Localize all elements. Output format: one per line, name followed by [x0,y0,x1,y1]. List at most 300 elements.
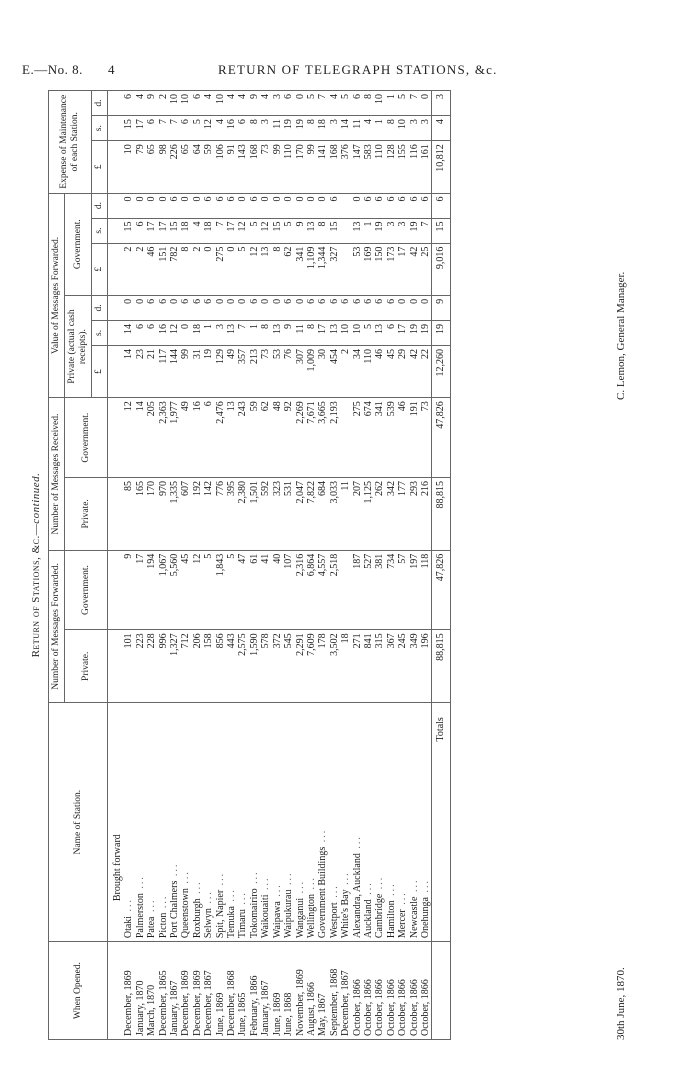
value-government-pence: 6 [169,193,180,218]
received-government-cell: 2,363 [158,398,169,478]
header-pence: d. [92,91,108,116]
value-private-pounds: 357 [237,345,248,397]
expense-shillings: 6 [180,116,191,141]
expense-pounds: 141 [317,141,328,193]
value-government-shillings: 4 [192,218,203,243]
expense-pence: 6 [352,91,363,116]
opened-cell: May, 1867 [317,942,328,1040]
received-private-cell: 85 [123,477,134,550]
received-private-cell: 1,501 [249,477,260,550]
forwarded-private-cell: 367 [386,630,397,703]
value-private-shillings: 3 [215,320,226,345]
leader-dots: ... [419,879,431,898]
value-private-shillings: 5 [363,320,374,345]
forwarded-government-cell: 45 [180,550,191,630]
received-government-cell: 2,269 [295,398,306,478]
forwarded-private-cell: 3,502 [329,630,340,703]
opened-cell: October, 1866 [420,942,432,1040]
caption-continued: continued. [30,472,42,524]
station-cell: Cambridge ... [374,703,385,942]
table-row [409,91,420,1040]
value-private-pounds: 42 [409,345,420,397]
opened-cell: December, 1869 [180,942,191,1040]
value-government-pounds: 25 [420,243,432,295]
station-cell: Otaki ... [123,703,134,942]
opened-cell: August, 1866 [306,942,317,1040]
value-private-pounds: 14 [123,345,134,397]
station-cell: Hamilton ... [386,703,397,942]
expense-pounds: 73 [260,141,271,193]
value-government-pounds: 2 [123,243,134,295]
expense-shillings: 4 [363,116,374,141]
station-cell: Newcastle ... [409,703,420,942]
value-private-shillings: 1 [203,320,214,345]
expense-pence: 0 [295,91,306,116]
footer-date: 30th June, 1870. [615,967,627,1040]
totals-label: Totals [432,703,450,942]
opened-cell: February, 1866 [249,942,260,1040]
received-private-cell: 1,125 [363,477,374,550]
value-government-pounds: 42 [409,243,420,295]
expense-pounds: 65 [146,141,157,193]
value-private-pence: 6 [317,295,328,320]
expense-pounds: 91 [226,141,237,193]
value-government-pence: 0 [123,193,134,218]
value-private-pounds: 129 [215,345,226,397]
value-government-shillings: 7 [215,218,226,243]
value-government-pounds: 8 [180,243,191,295]
opened-cell: January, 1867 [169,942,180,1040]
leader-dots: ... [340,871,352,890]
forwarded-government-cell: 1,843 [215,550,226,630]
leader-dots: ... [214,871,226,890]
document-reference: E.—No. 8. [22,62,83,77]
value-government-pence: 6 [386,193,397,218]
received-government-cell: 12 [123,398,134,478]
expense-pounds: 170 [295,141,306,193]
value-government-pence: 6 [249,193,260,218]
value-government-shillings: 19 [409,218,420,243]
forwarded-government-cell: 381 [374,550,385,630]
table-row [146,91,157,1040]
expense-pence: 8 [363,91,374,116]
value-private-shillings: 10 [352,320,363,345]
value-government-pence: 0 [237,193,248,218]
forwarded-private-cell: 372 [272,630,283,703]
opened-cell: December, 1865 [158,942,169,1040]
forwarded-private-cell: 578 [260,630,271,703]
leader-dots: ... [397,891,409,910]
forwarded-government-cell: 197 [409,550,420,630]
value-private-shillings: 13 [272,320,283,345]
received-private-cell: 11 [340,477,351,550]
received-government-cell: 6 [203,398,214,478]
value-government-pence: 0 [260,193,271,218]
brought-forward-row [108,91,124,1040]
value-private-pence: 6 [192,295,203,320]
expense-shillings: 3 [260,116,271,141]
value-private-pence: 6 [180,295,191,320]
caption-main: Return of Stations, &c.— [30,523,42,658]
header-forwarded-private: Private. [65,630,108,703]
station-cell: Alexandra, Auckland ... [352,703,363,942]
forwarded-government-cell: 61 [249,550,260,630]
opened-cell: December, 1869 [123,942,134,1040]
total-expense-pounds: 10,812 [432,141,450,193]
table-row [237,91,248,1040]
expense-pounds: 116 [409,141,420,193]
received-private-cell: 531 [283,477,294,550]
forwarded-government-cell: 41 [260,550,271,630]
value-government-pounds: 12 [249,243,260,295]
forwarded-government-cell: 187 [352,550,363,630]
leader-dots: ... [362,881,374,900]
station-cell: Temuka ... [226,703,237,942]
header-pounds: £ [92,141,108,193]
received-government-cell: 674 [363,398,374,478]
received-government-cell: 73 [420,398,432,478]
station-cell: Mercer ... [397,703,408,942]
received-government-cell: 2,193 [329,398,340,478]
value-government-pounds: 341 [295,243,306,295]
leader-dots: ... [169,862,181,881]
received-government-cell: 205 [146,398,157,478]
value-private-shillings: 6 [146,320,157,345]
value-government-pounds: 0 [203,243,214,295]
forwarded-government-cell: 734 [386,550,397,630]
received-government-cell: 243 [237,398,248,478]
value-government-shillings: 18 [180,218,191,243]
value-government-pence: 0 [180,193,191,218]
forwarded-private-cell: 18 [340,630,351,703]
table-row [203,91,214,1040]
table-row [169,91,180,1040]
leader-dots: ... [271,883,283,902]
value-private-pounds: 307 [295,345,306,397]
station-cell: Auckland ... [363,703,374,942]
header-pounds: £ [92,345,108,397]
value-private-pence: 6 [386,295,397,320]
received-private-cell: 2,380 [237,477,248,550]
value-private-pounds: 29 [397,345,408,397]
station-cell: Waipukurau ... [283,703,294,942]
forwarded-private-cell: 1,327 [169,630,180,703]
leader-dots: ... [328,884,340,903]
value-government-pence: 0 [352,193,363,218]
header-forwarded: Number of Messages Forwarded. [49,550,65,702]
expense-pounds: 110 [283,141,294,193]
table-row [420,91,432,1040]
station-cell: Picton ... [158,703,169,942]
expense-shillings: 16 [226,116,237,141]
value-private-shillings: 18 [192,320,203,345]
station-cell: Wanganui ... [295,703,306,942]
value-private-shillings: 7 [237,320,248,345]
value-government-pounds: 782 [169,243,180,295]
expense-pounds: 59 [203,141,214,193]
expense-pence: 6 [283,91,294,116]
received-private-cell: 177 [397,477,408,550]
value-government-shillings: 15 [272,218,283,243]
value-private-shillings: 16 [158,320,169,345]
value-government-pounds [340,243,351,295]
expense-pounds: 128 [386,141,397,193]
leader-dots: ... [157,894,169,913]
value-private-pence: 6 [306,295,317,320]
forwarded-government-cell: 2,518 [329,550,340,630]
value-government-pence: 0 [158,193,169,218]
header-received-government: Government. [65,398,108,478]
expense-pence: 2 [158,91,169,116]
value-private-pounds: 213 [249,345,260,397]
value-government-shillings: 5 [283,218,294,243]
value-private-shillings: 12 [169,320,180,345]
value-government-shillings: 12 [260,218,271,243]
expense-pounds: 64 [192,141,203,193]
opened-cell: October, 1866 [363,942,374,1040]
received-government-cell: 13 [226,398,237,478]
forwarded-private-cell: 206 [192,630,203,703]
forwarded-government-cell: 47 [237,550,248,630]
station-cell: Roxburgh ... [192,703,203,942]
value-private-shillings: 0 [180,320,191,345]
value-government-pounds: 5 [237,243,248,295]
value-government-pounds: 13 [260,243,271,295]
expense-pence: 9 [146,91,157,116]
value-government-pence: 6 [420,193,432,218]
expense-shillings: 5 [192,116,203,141]
forwarded-private-cell: 315 [374,630,385,703]
received-government-cell: 2,476 [215,398,226,478]
table-row [295,91,306,1040]
expense-pence: 3 [272,91,283,116]
value-private-pence: 6 [352,295,363,320]
value-government-pence: 0 [283,193,294,218]
forwarded-government-cell: 2,316 [295,550,306,630]
header-forwarded-government: Government. [65,550,108,630]
value-government-pounds: 173 [386,243,397,295]
header-value-government: Government. [65,193,92,295]
table-row [260,91,271,1040]
expense-pounds: 583 [363,141,374,193]
leader-dots: ... [146,898,158,917]
total-received-private: 88,815 [432,477,450,550]
opened-cell: October, 1866 [374,942,385,1040]
received-private-cell: 2,047 [295,477,306,550]
value-government-pence: 0 [192,193,203,218]
expense-shillings: 3 [409,116,420,141]
forwarded-private-cell: 1,590 [249,630,260,703]
forwarded-government-cell: 527 [363,550,374,630]
value-private-shillings: 17 [397,320,408,345]
total-value-government-shillings: 15 [432,218,450,243]
opened-cell: October, 1866 [352,942,363,1040]
value-government-pounds: 53 [352,243,363,295]
forwarded-private-cell: 349 [409,630,420,703]
forwarded-private-cell: 7,609 [306,630,317,703]
value-government-pounds: 2 [192,243,203,295]
value-private-shillings: 19 [409,320,420,345]
value-government-shillings: 1 [363,218,374,243]
header-value-private: Private (actual cash receipts). [65,295,92,397]
value-government-pounds: 150 [374,243,385,295]
expense-pounds: 155 [397,141,408,193]
forwarded-government-cell: 107 [283,550,294,630]
received-government-cell: 1,977 [169,398,180,478]
expense-pounds: 10 [123,141,134,193]
opened-cell: January, 1870 [135,942,146,1040]
table-row [249,91,260,1040]
expense-pence: 4 [226,91,237,116]
opened-cell: November, 1869 [295,942,306,1040]
value-private-pence: 0 [397,295,408,320]
header-received: Number of Messages Received. [49,398,65,550]
value-government-shillings: 5 [249,218,260,243]
value-private-pence: 6 [374,295,385,320]
received-private-cell: 395 [226,477,237,550]
value-private-pence: 0 [135,295,146,320]
forwarded-private-cell: 196 [420,630,432,703]
total-forwarded-private: 88,815 [432,630,450,703]
opened-cell: December, 1869 [192,942,203,1040]
expense-shillings: 12 [203,116,214,141]
page-number: 4 [108,62,115,77]
expense-pence: 4 [329,91,340,116]
station-cell: Timaru ... [237,703,248,942]
value-government-pounds: 0 [226,243,237,295]
expense-pounds: 161 [420,141,432,193]
station-cell: Government Buildings ... [317,703,328,942]
table-caption [30,90,42,1040]
value-private-pounds: 31 [192,345,203,397]
value-private-pounds: 49 [226,345,237,397]
forwarded-government-cell [340,550,351,630]
value-private-pounds: 110 [363,345,374,397]
expense-pounds: 99 [272,141,283,193]
table-header [49,91,108,1040]
value-government-shillings: 19 [374,218,385,243]
expense-pounds: 106 [215,141,226,193]
header-expense: Expense of Maintenance of each Station. [49,91,92,194]
forwarded-private-cell: 245 [397,630,408,703]
table-row [386,91,397,1040]
value-private-shillings: 13 [226,320,237,345]
forwarded-private-cell: 712 [180,630,191,703]
leader-dots: ... [180,870,192,889]
expense-shillings: 8 [249,116,260,141]
value-government-shillings: 17 [146,218,157,243]
header-shillings: s. [92,320,108,345]
opened-cell: June, 1868 [283,942,294,1040]
expense-pence: 6 [123,91,134,116]
received-private-cell: 342 [386,477,397,550]
expense-pence: 10 [169,91,180,116]
forwarded-government-cell: 5,560 [169,550,180,630]
expense-pounds: 168 [249,141,260,193]
station-cell: Waikouaiti ... [260,703,271,942]
received-private-cell: 684 [317,477,328,550]
value-private-shillings: 10 [340,320,351,345]
table-row [363,91,374,1040]
expense-pence: 7 [317,91,328,116]
value-government-shillings: 13 [352,218,363,243]
value-private-pounds: 23 [135,345,146,397]
expense-pence: 5 [397,91,408,116]
leader-dots: ... [385,882,397,901]
value-government-shillings: 15 [329,218,340,243]
expense-shillings: 6 [237,116,248,141]
expense-pounds: 147 [352,141,363,193]
value-private-pounds: 117 [158,345,169,397]
received-private-cell: 592 [260,477,271,550]
value-government-pence [340,193,351,218]
value-private-pence: 0 [215,295,226,320]
opened-cell: December, 1868 [226,942,237,1040]
forwarded-private-cell: 158 [203,630,214,703]
forwarded-private-cell: 228 [146,630,157,703]
expense-pounds: 65 [180,141,191,193]
table-body [108,91,432,1040]
expense-pence: 10 [215,91,226,116]
value-government-pounds: 62 [283,243,294,295]
received-government-cell [340,398,351,478]
leader-dots: ... [305,875,317,894]
value-private-pence: 6 [340,295,351,320]
table-row [374,91,385,1040]
received-private-cell: 970 [158,477,169,550]
leader-dots: ... [408,878,420,897]
table-row [135,91,146,1040]
value-government-pence: 0 [306,193,317,218]
header-value: Value of Messages Forwarded. [49,193,65,398]
received-private-cell: 207 [352,477,363,550]
table-row [192,91,203,1040]
value-government-pence: 0 [317,193,328,218]
received-government-cell: 49 [180,398,191,478]
received-private-cell: 165 [135,477,146,550]
opened-cell: June, 1869 [272,942,283,1040]
value-private-shillings: 8 [260,320,271,345]
forwarded-government-cell: 1,067 [158,550,169,630]
table-row [283,91,294,1040]
value-government-shillings: 17 [158,218,169,243]
expense-shillings: 15 [123,116,134,141]
value-private-pounds: 34 [352,345,363,397]
value-government-pounds: 46 [146,243,157,295]
value-private-pounds: 73 [260,345,271,397]
value-private-shillings: 9 [283,320,294,345]
expense-shillings: 6 [146,116,157,141]
value-private-shillings: 6 [135,320,146,345]
header-pence: d. [92,193,108,218]
total-expense-shillings: 4 [432,116,450,141]
value-government-shillings: 12 [237,218,248,243]
table-row [158,91,169,1040]
expense-pounds: 376 [340,141,351,193]
expense-shillings: 8 [306,116,317,141]
value-government-shillings: 7 [420,218,432,243]
received-private-cell: 192 [192,477,203,550]
expense-shillings: 11 [272,116,283,141]
table-row [123,91,134,1040]
forwarded-government-cell: 9 [123,550,134,630]
opened-cell: June, 1869 [215,942,226,1040]
received-private-cell: 170 [146,477,157,550]
opened-cell: June, 1865 [237,942,248,1040]
brought-forward-label: Brought forward [108,703,124,942]
expense-pounds: 110 [374,141,385,193]
expense-pence: 5 [306,91,317,116]
